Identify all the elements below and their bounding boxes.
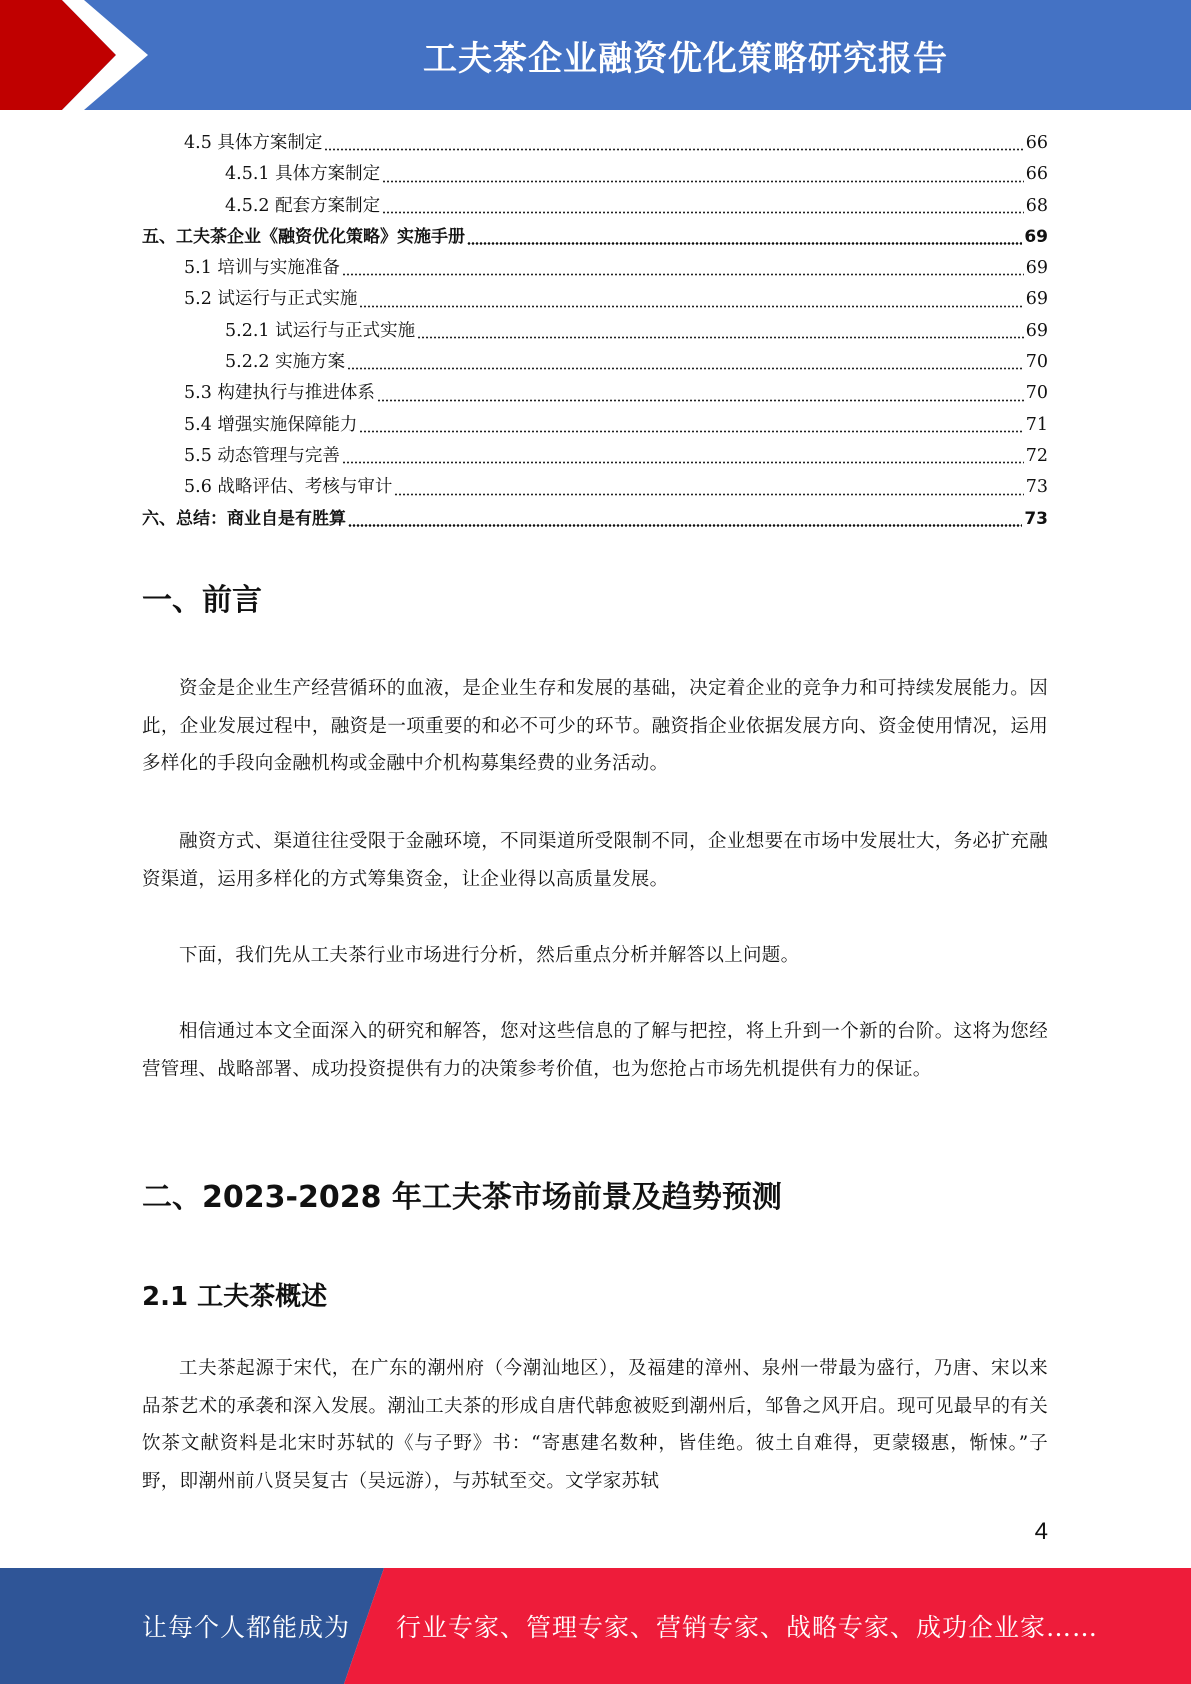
toc-entry-title: 5.3 构建执行与推进体系 xyxy=(184,383,375,404)
toc-dot-leader xyxy=(347,367,1024,370)
toc-dot-leader xyxy=(342,461,1024,464)
toc-entry-page: 66 xyxy=(1025,133,1048,153)
footer-slogan-right: 行业专家、管理专家、营销专家、战略专家、成功企业家…… xyxy=(396,1613,1099,1642)
toc-entry-page: 69 xyxy=(1025,289,1048,310)
toc-entry[interactable] xyxy=(142,191,1048,222)
toc-entry-title: 5.2.1 试运行与正式实施 xyxy=(225,320,416,341)
toc-entry-title: 4.5 具体方案制定 xyxy=(184,133,323,153)
body-paragraph: 工夫茶起源于宋代，在广东的潮州府（今潮汕地区），及福建的漳州、泉州一带最为盛行，乃唐、宋以来品茶艺术的承袭和深入发展。潮汕工夫茶的形成自唐代韩愈被贬到潮州后，邹鲁之风开启。现可见最早的有关饮茶文献资料是北宋时苏轼的《与子野》书：“寄惠建名数种，皆佳绝。彼土自难得，更蒙辍惠，惭悚。”子野，即潮州前八贤吴复古（吴远游），与苏轼至交。文学家苏轼 xyxy=(142,1358,1048,1492)
toc-entry-title: 5.2.2 实施方案 xyxy=(225,352,346,373)
toc-dot-leader xyxy=(377,399,1024,402)
body-paragraph: 融资方式、渠道往往受限于金融环境，不同渠道所受限制不同，企业想要在市场中发展壮大，务必扩充融资渠道，运用多样化的方式筹集资金，让企业得以高质量发展。 xyxy=(142,831,1048,890)
body-paragraph: 下面，我们先从工夫茶行业市场进行分析，然后重点分析并解答以上问题。 xyxy=(179,945,800,966)
toc-entry-title: 5.4 增强实施保障能力 xyxy=(184,414,358,435)
toc-dot-leader xyxy=(417,336,1024,339)
toc-entry[interactable] xyxy=(142,472,1048,503)
toc-entry-title: 5.2 试运行与正式实施 xyxy=(184,289,358,310)
toc-entry-title: 5.1 培训与实施准备 xyxy=(184,258,340,279)
toc-entry-title: 4.5.2 配套方案制定 xyxy=(225,195,381,216)
toc-entry-page: 70 xyxy=(1025,383,1048,404)
toc-entry-page: 70 xyxy=(1025,352,1048,373)
toc-entry-title: 六、总结：商业自是有胜算 xyxy=(142,508,346,529)
toc-entry[interactable] xyxy=(142,347,1048,378)
toc-dot-leader xyxy=(324,148,1023,151)
toc-entry[interactable] xyxy=(142,159,1048,190)
toc-entry-page: 72 xyxy=(1025,445,1048,466)
toc-entry[interactable] xyxy=(142,316,1048,347)
toc-dot-leader xyxy=(359,430,1023,433)
toc-entry[interactable] xyxy=(142,378,1048,409)
section-heading-preface: 一、前言 xyxy=(142,583,262,618)
toc-entry-page: 73 xyxy=(1025,477,1048,498)
table-of-contents xyxy=(142,128,1048,535)
body-paragraph: 相信通过本文全面深入的研究和解答，您对这些信息的了解与把控，将上升到一个新的台阶。这将为您经营管理、战略部署、成功投资提供有力的决策参考价值，也为您抢占市场先机提供有力的保证。 xyxy=(142,1021,1048,1080)
toc-dot-leader xyxy=(359,305,1023,308)
toc-entry[interactable] xyxy=(142,128,1048,159)
toc-entry-page: 69 xyxy=(1025,258,1048,279)
page-number: 4 xyxy=(1034,1518,1048,1545)
toc-dot-leader xyxy=(467,242,1022,245)
toc-entry[interactable] xyxy=(142,222,1048,253)
toc-dot-leader xyxy=(382,211,1024,214)
section-heading-market-outlook: 二、2023-2028 年工夫茶市场前景及趋势预测 xyxy=(142,1180,782,1215)
page-header xyxy=(0,0,1191,110)
toc-entry-title: 5.5 动态管理与完善 xyxy=(184,445,340,466)
report-title: 工夫茶企业融资优化策略研究报告 xyxy=(423,38,948,79)
toc-dot-leader xyxy=(394,493,1023,496)
page-footer xyxy=(0,1568,1191,1684)
toc-entry[interactable] xyxy=(142,441,1048,472)
toc-entry-title: 4.5.1 具体方案制定 xyxy=(225,164,381,185)
toc-dot-leader xyxy=(342,273,1024,276)
toc-entry[interactable] xyxy=(142,410,1048,441)
toc-entry[interactable] xyxy=(142,284,1048,315)
footer-slogan-left: 让每个人都能成为 xyxy=(142,1613,351,1642)
toc-entry-page: 69 xyxy=(1025,320,1048,341)
toc-entry-page: 68 xyxy=(1025,195,1048,216)
subsection-heading-overview: 2.1 工夫茶概述 xyxy=(142,1282,328,1312)
toc-entry-title: 五、工夫茶企业《融资优化策略》实施手册 xyxy=(142,226,465,247)
toc-entry-title: 5.6 战略评估、考核与审计 xyxy=(184,477,393,498)
toc-dot-leader xyxy=(348,524,1022,527)
toc-entry[interactable] xyxy=(142,504,1048,535)
toc-dot-leader xyxy=(382,180,1024,183)
toc-entry-page: 73 xyxy=(1024,508,1048,529)
body-paragraph: 资金是企业生产经营循环的血液，是企业生存和发展的基础，决定着企业的竞争力和可持续发展能力。因此，企业发展过程中，融资是一项重要的和必不可少的环节。融资指企业依据发展方向、资金使用情况，运用多样化的手段向金融机构或金融中介机构募集经费的业务活动。 xyxy=(142,678,1048,774)
toc-entry-page: 69 xyxy=(1024,226,1048,247)
toc-entry-page: 71 xyxy=(1025,414,1048,435)
toc-entry[interactable] xyxy=(142,253,1048,284)
toc-entry-page: 66 xyxy=(1025,164,1048,185)
